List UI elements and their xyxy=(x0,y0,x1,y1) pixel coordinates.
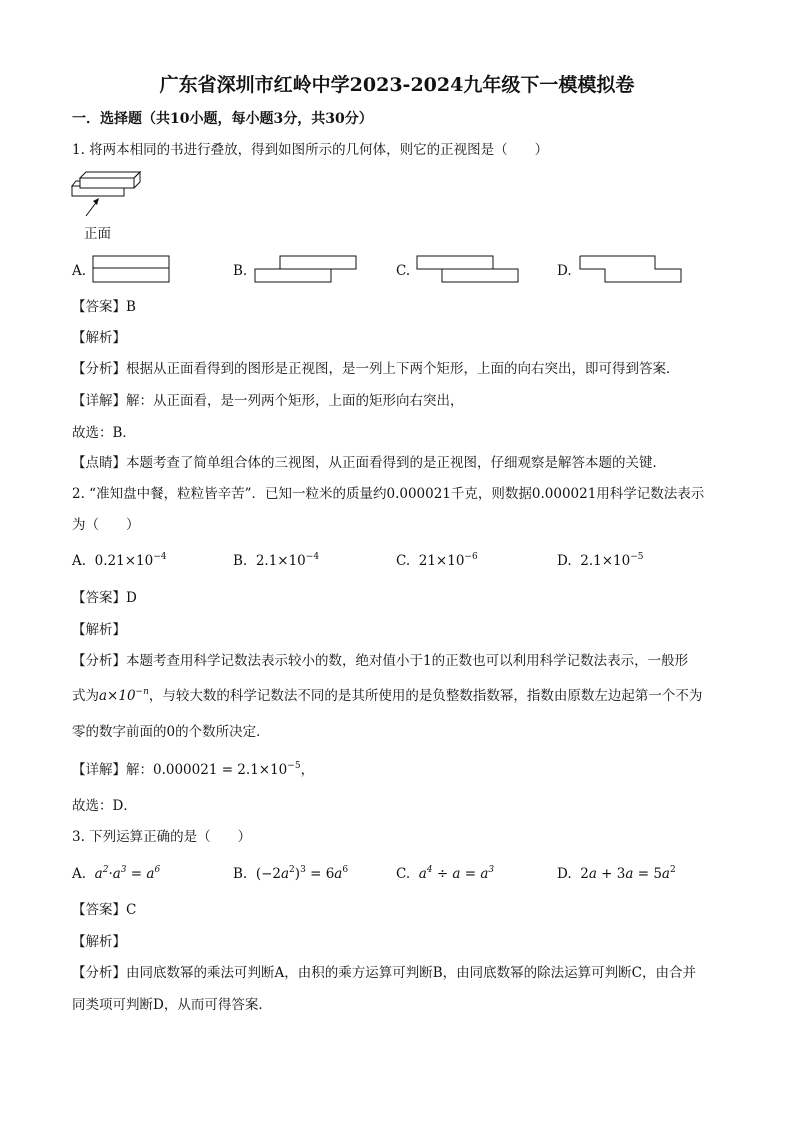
q3-option-d xyxy=(557,864,676,884)
q3-option-b-expr: $(-2a^2)^3 = 6a^6$ xyxy=(255,865,349,882)
q1-stem: 1. 将两本相同的书进行叠放，得到如图所示的几何体，则它的正视图是（ ） xyxy=(72,142,549,158)
q3-option-c xyxy=(396,864,494,884)
q2-analysis-head: 【解析】 xyxy=(72,622,126,638)
q2-option-b-base: 2.1×10 xyxy=(255,553,306,569)
q1-dianjing: 【点睛】本题考查了简单组合体的三视图，从正面看得到的是正视图，仔细观察是解答本题的关键． xyxy=(72,455,666,471)
q3-option-c-expr: $a^4 \div a = a^3$ xyxy=(418,865,495,882)
q2-fenxi-line1: 【分析】本题考查用科学记数法表示较小的数，绝对值小于1的正数也可以利用科学记数法表示，一般形 xyxy=(72,653,689,669)
q3-analysis-head: 【解析】 xyxy=(72,934,126,950)
q3-option-d-expr: $2a + 3a = 5a^2$ xyxy=(580,865,676,882)
q2-option-d xyxy=(557,551,643,571)
q2-fenxi-line2-expr: a×10 xyxy=(99,688,136,704)
q2-option-c xyxy=(396,551,478,571)
q3-fenxi-line2: 同类项可判断D，从而可得答案． xyxy=(72,997,272,1013)
q2-option-a-exp: −4 xyxy=(153,552,167,562)
q2-xiangjie-main: 【详解】解：0.000021 = 2.1×10 xyxy=(72,762,288,778)
q2-xiangjie-exp: −5 xyxy=(287,761,301,771)
q2-option-b-exp: −4 xyxy=(305,552,320,562)
q2-option-a-label: A. xyxy=(72,553,87,569)
q2-option-b xyxy=(233,551,319,571)
q2-xiangjie xyxy=(72,760,314,780)
section-heading: 一．选择题（共10小题，每小题3分，共30分） xyxy=(72,111,373,127)
q1-option-b-label: B. xyxy=(233,263,248,279)
q3-option-c-label: C. xyxy=(396,866,411,882)
q3-fenxi-line1: 【分析】由同底数幂的乘法可判断A，由积的乘方运算可判断B，由同底数幂的除法运算可判断C，由合并 xyxy=(72,965,696,981)
q2-fenxi-line2 xyxy=(72,686,702,706)
q1-option-b-figure xyxy=(254,255,359,285)
q2-option-c-label: C. xyxy=(396,553,411,569)
q3-stem: 3. 下列运算正确的是（ ） xyxy=(72,829,252,845)
q2-fenxi-line2-suffix: ，与较大数的科学记数法不同的是其所使用的是负整数指数幂，指数由原数左边起第一个不为 xyxy=(148,688,703,704)
q2-fenxi-line2-exp: −n xyxy=(135,687,149,697)
q1-option-a-label: A. xyxy=(72,263,87,279)
q2-fenxi-line3: 零的数字前面的0的个数所决定． xyxy=(72,724,270,740)
q2-xiangjie-end: ， xyxy=(300,762,315,778)
q1-xiangjie: 【详解】解：从正面看，是一列两个矩形，上面的矩形向右突出， xyxy=(72,393,464,409)
q1-guxuan: 故选：B． xyxy=(72,425,136,441)
q3-option-b xyxy=(233,864,348,884)
q2-option-d-base: 2.1×10 xyxy=(580,553,631,569)
q2-stem-line2: 为（ ） xyxy=(72,517,140,533)
q1-option-c-label: C. xyxy=(396,263,411,279)
q3-option-a-label: A. xyxy=(72,866,87,882)
q1-analysis-head: 【解析】 xyxy=(72,330,126,346)
q2-answer: 【答案】D xyxy=(72,590,137,606)
q2-stem-line1: 2. “准知盘中餐，粒粒皆辛苦”．已知一粒米的质量约0.000021千克，则数据0.000021用科学记数法表示 xyxy=(72,486,705,502)
q1-option-c-figure xyxy=(416,255,521,285)
q3-option-d-label: D. xyxy=(557,866,572,882)
q2-option-d-label: D. xyxy=(557,553,572,569)
q1-option-d-figure xyxy=(579,255,684,285)
q1-option-d-label: D. xyxy=(557,263,572,279)
q2-option-a xyxy=(72,551,166,571)
page-title: 广东省深圳市红岭中学2023-2024九年级下一模模拟卷 xyxy=(159,74,635,96)
q2-guxuan: 故选：D． xyxy=(72,798,137,814)
q2-option-a-base: 0.21×10 xyxy=(94,553,154,569)
q2-option-c-base: 21×10 xyxy=(418,553,465,569)
q2-option-d-exp: −5 xyxy=(630,552,644,562)
q3-option-b-label: B. xyxy=(233,866,248,882)
q3-option-a xyxy=(72,864,160,884)
q1-figure-label: 正面 xyxy=(84,226,111,242)
q2-fenxi-line2-prefix: 式为 xyxy=(72,688,99,704)
q3-answer: 【答案】C xyxy=(72,902,137,918)
q1-option-a-figure xyxy=(92,255,172,285)
q2-option-b-label: B. xyxy=(233,553,248,569)
q1-answer: 【答案】B xyxy=(72,299,136,315)
q3-option-a-expr: $a^2\cdot a^3 = a^6$ xyxy=(94,865,161,882)
q1-fenxi: 【分析】根据从正面看得到的图形是正视图，是一列上下两个矩形，上面的向右突出，即可得到答案． xyxy=(72,361,680,377)
q2-option-c-exp: −6 xyxy=(464,552,478,562)
